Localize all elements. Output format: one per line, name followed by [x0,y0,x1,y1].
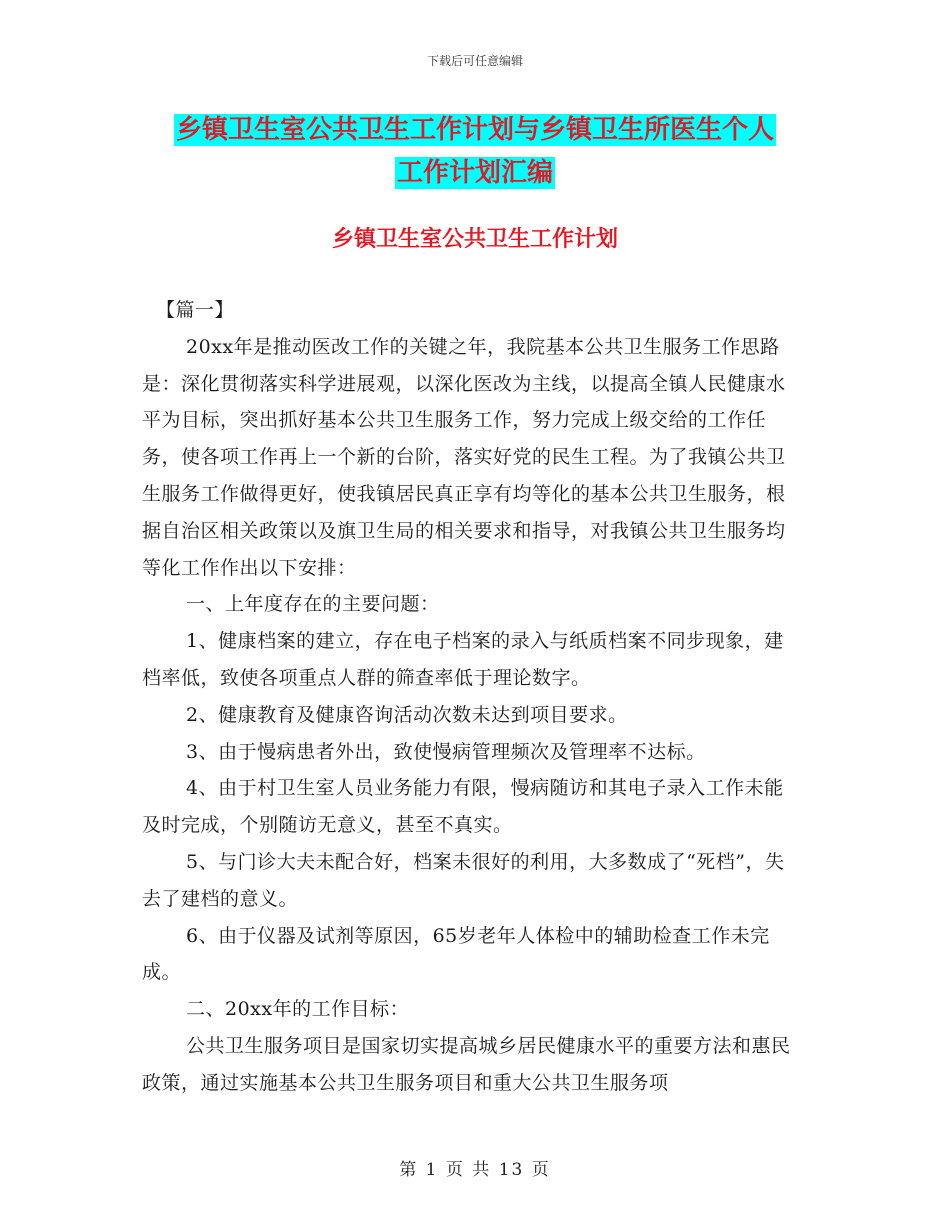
paragraph: 4、由于村卫生室人员业务能力有限，慢病随访和其电子录入工作未能及时完成，个别随访无意义，甚至不真实。 [142,777,784,837]
main-title-line1 [0,113,950,147]
paragraph: 5、与门诊大夫未配合好，档案未很好的利用，大多数成了“死档”，失去了建档的意义。 [142,850,785,910]
paragraph: 一、上年度存在的主要问题： [186,593,440,616]
main-title-line2-text: 工作计划汇编 [396,158,553,188]
paragraph: 1、健康档案的建立，存在电子档案的录入与纸质档案不同步现象，建档率低，致使各项重点人群的筛查率低于理论数字。 [142,630,784,689]
paragraph: 二、20xx年的工作目标： [186,998,410,1021]
body-text [142,292,802,1102]
main-title-line1-text: 乡镇卫生室公共卫生工作计划与乡镇卫生所医生个人 [175,115,774,145]
header-note: 下载后可任意编辑 [426,54,523,68]
section-title: 乡镇卫生室公共卫生工作计划 [331,227,618,252]
paragraph: 3、由于慢病患者外出，致使慢病管理频次及管理率不达标。 [186,740,706,763]
paragraph: 2、健康教育及健康咨询活动次数未达到项目要求。 [186,703,628,726]
part-label: 【篇一】 [156,299,235,321]
main-title-line2 [0,156,950,190]
paragraph: 公共卫生服务项目是国家切实提高城乡居民健康水平的重要方法和惠民政策，通过实施基本公共卫生服务项目和重大公共卫生服务项 [142,1034,791,1094]
paragraph: 20xx年是推动医改工作的关键之年，我院基本公共卫生服务工作思路是：深化贯彻落实科学进展观，以深化医改为主线，以提高全镇人民健康水平为目标，突出抓好基本公共卫生服务工作，努力完成上级交给的工作任务，使各项工作再上一个新的台阶，落实好党的民生工程。为了我镇公共卫生服务工作做得更好，使我镇居民真正享有均等化的基本公共卫生服务，根据自治区相关政策以及旗卫生局的相关要求和指导，对我镇公共卫生服务均等化工作作出以下安排： [142,335,786,579]
paragraph: 6、由于仪器及试剂等原因，65岁老年人体检中的辅助检查工作未完成。 [142,924,770,984]
page-footer: 第 1 页 共 13 页 [399,1160,551,1180]
